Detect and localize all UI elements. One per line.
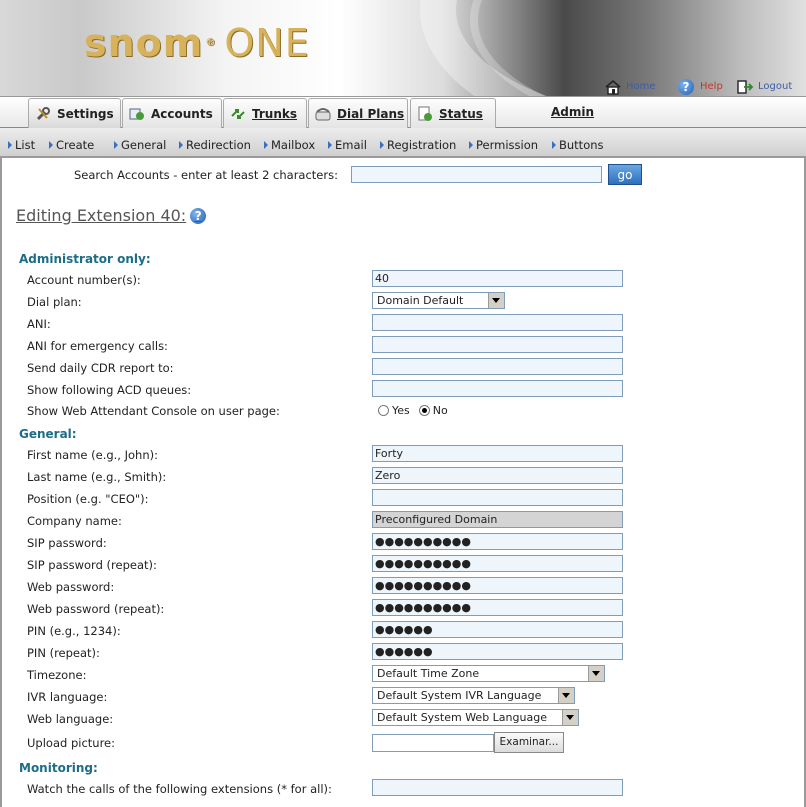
dial-plan-value: Domain Default — [377, 294, 464, 307]
submenu-registration[interactable]: Registration — [380, 138, 456, 152]
ivr-language-label: IVR language: — [27, 690, 108, 704]
search-label: Search Accounts - enter at least 2 characters: — [74, 168, 338, 182]
cdr-report-input[interactable] — [372, 358, 623, 375]
web-attendant-radio-group — [378, 404, 448, 417]
page-title — [16, 206, 206, 225]
help-link[interactable] — [678, 78, 723, 96]
tab-accounts-label: Accounts — [151, 106, 213, 121]
arrow-right-icon — [179, 141, 183, 149]
web-language-label: Web language: — [27, 712, 114, 726]
web-attendant-yes-radio[interactable] — [378, 405, 389, 416]
tab-dialplans-label: Dial Plans — [337, 106, 405, 121]
web-password-input[interactable] — [372, 577, 623, 594]
pin-repeat-input[interactable] — [372, 643, 623, 660]
arrow-right-icon — [328, 141, 332, 149]
position-input[interactable] — [372, 489, 623, 506]
tab-trunks-label: Trunks — [252, 106, 297, 121]
submenu-bar — [0, 128, 806, 158]
page-title-text: Editing Extension 40: — [16, 206, 187, 225]
position-label: Position (e.g. "CEO"): — [27, 492, 149, 506]
help-link-label: Help — [700, 81, 723, 92]
watch-calls-label: Watch the calls of the following extensions (* for all): — [27, 782, 332, 796]
tab-status[interactable] — [410, 98, 496, 128]
web-password-repeat-input[interactable] — [372, 599, 623, 616]
ani-input[interactable] — [372, 314, 623, 331]
ani-label: ANI: — [27, 317, 51, 331]
arrow-right-icon — [552, 141, 556, 149]
search-input[interactable] — [351, 166, 602, 183]
tab-admin[interactable]: Admin — [551, 105, 595, 119]
web-password-repeat-label: Web password (repeat): — [27, 602, 165, 616]
logout-icon — [736, 79, 754, 95]
snom-one-logo — [84, 22, 310, 64]
submenu-general[interactable]: General — [114, 138, 166, 152]
last-name-label: Last name (e.g., Smith): — [27, 470, 167, 484]
chevron-down-icon — [488, 293, 504, 308]
submenu-mailbox[interactable]: Mailbox — [264, 138, 315, 152]
web-attendant-label: Show Web Attendant Console on user page: — [27, 404, 280, 418]
logo-brand: snom — [84, 21, 204, 65]
sip-password-label: SIP password: — [27, 536, 107, 550]
browse-button[interactable]: Examinar... — [494, 732, 564, 753]
acd-queues-label: Show following ACD queues: — [27, 383, 192, 397]
help-icon: ? — [678, 79, 696, 95]
watch-calls-input[interactable] — [372, 779, 623, 796]
wrench-icon — [35, 106, 51, 122]
main-tabs — [0, 96, 806, 128]
go-button[interactable]: go — [608, 164, 642, 185]
status-icon — [417, 106, 433, 122]
first-name-input[interactable] — [372, 445, 623, 462]
cdr-report-label: Send daily CDR report to: — [27, 361, 174, 375]
ivr-language-select[interactable] — [372, 687, 575, 704]
arrow-right-icon — [8, 141, 12, 149]
web-language-value: Default System Web Language — [377, 711, 547, 724]
tab-status-label: Status — [439, 106, 483, 121]
submenu-permission[interactable]: Permission — [469, 138, 538, 152]
upload-file-input[interactable] — [372, 734, 494, 752]
logo-reg: ® — [205, 37, 217, 48]
arrow-right-icon — [114, 141, 118, 149]
company-label: Company name: — [27, 514, 122, 528]
web-attendant-no-radio[interactable] — [419, 405, 430, 416]
web-password-label: Web password: — [27, 580, 115, 594]
dial-plan-select[interactable] — [372, 292, 505, 309]
account-number-input[interactable] — [372, 270, 623, 287]
web-language-select[interactable] — [372, 709, 579, 726]
submenu-redirection[interactable]: Redirection — [179, 138, 251, 152]
arrow-right-icon — [49, 141, 53, 149]
sip-password-repeat-input[interactable] — [372, 555, 623, 572]
web-attendant-yes-label: Yes — [392, 404, 410, 417]
company-input — [372, 511, 623, 528]
pin-repeat-label: PIN (repeat): — [27, 646, 100, 660]
logo-product: ONE — [224, 21, 310, 65]
home-icon — [604, 79, 622, 95]
timezone-label: Timezone: — [27, 668, 87, 682]
submenu-create[interactable]: Create — [49, 138, 94, 152]
section-general: General: — [19, 427, 77, 441]
chevron-down-icon — [588, 666, 604, 681]
submenu-buttons[interactable]: Buttons — [552, 138, 604, 152]
tab-dialplans[interactable] — [308, 98, 408, 128]
logout-link-label: Logout — [758, 81, 793, 92]
arrow-right-icon — [469, 141, 473, 149]
chevron-down-icon — [562, 710, 578, 725]
web-attendant-no-label: No — [432, 404, 448, 417]
ivr-language-value: Default System IVR Language — [377, 689, 542, 702]
section-admin: Administrator only: — [19, 252, 151, 266]
home-link[interactable] — [604, 78, 656, 96]
ani-emergency-input[interactable] — [372, 336, 623, 353]
help-icon[interactable]: ? — [190, 208, 206, 224]
sip-password-repeat-label: SIP password (repeat): — [27, 558, 157, 572]
accounts-icon — [129, 106, 145, 122]
pin-label: PIN (e.g., 1234): — [27, 624, 121, 638]
submenu-list[interactable]: List — [8, 138, 35, 152]
ani-emergency-label: ANI for emergency calls: — [27, 339, 168, 353]
first-name-label: First name (e.g., John): — [27, 448, 158, 462]
pin-input[interactable] — [372, 621, 623, 638]
chevron-down-icon — [558, 688, 574, 703]
arrow-right-icon — [264, 141, 268, 149]
home-link-label: Home — [626, 81, 656, 92]
acd-queues-input[interactable] — [372, 380, 623, 397]
logout-link[interactable] — [736, 78, 792, 96]
tab-trunks[interactable] — [223, 98, 307, 128]
account-number-label: Account number(s): — [27, 273, 141, 287]
app-header — [0, 0, 806, 96]
section-monitoring: Monitoring: — [19, 761, 98, 775]
tab-settings[interactable] — [28, 98, 121, 128]
sip-password-input[interactable] — [372, 533, 623, 550]
trunks-icon — [230, 106, 246, 122]
timezone-value: Default Time Zone — [377, 667, 480, 680]
phone-icon — [315, 106, 331, 122]
dial-plan-label: Dial plan: — [27, 295, 82, 309]
last-name-input[interactable] — [372, 467, 623, 484]
upload-picture-label: Upload picture: — [27, 736, 115, 750]
submenu-email[interactable]: Email — [328, 138, 367, 152]
arrow-right-icon — [380, 141, 384, 149]
tab-accounts[interactable] — [122, 98, 222, 128]
tab-settings-label: Settings — [57, 106, 114, 121]
timezone-select[interactable] — [372, 665, 605, 682]
